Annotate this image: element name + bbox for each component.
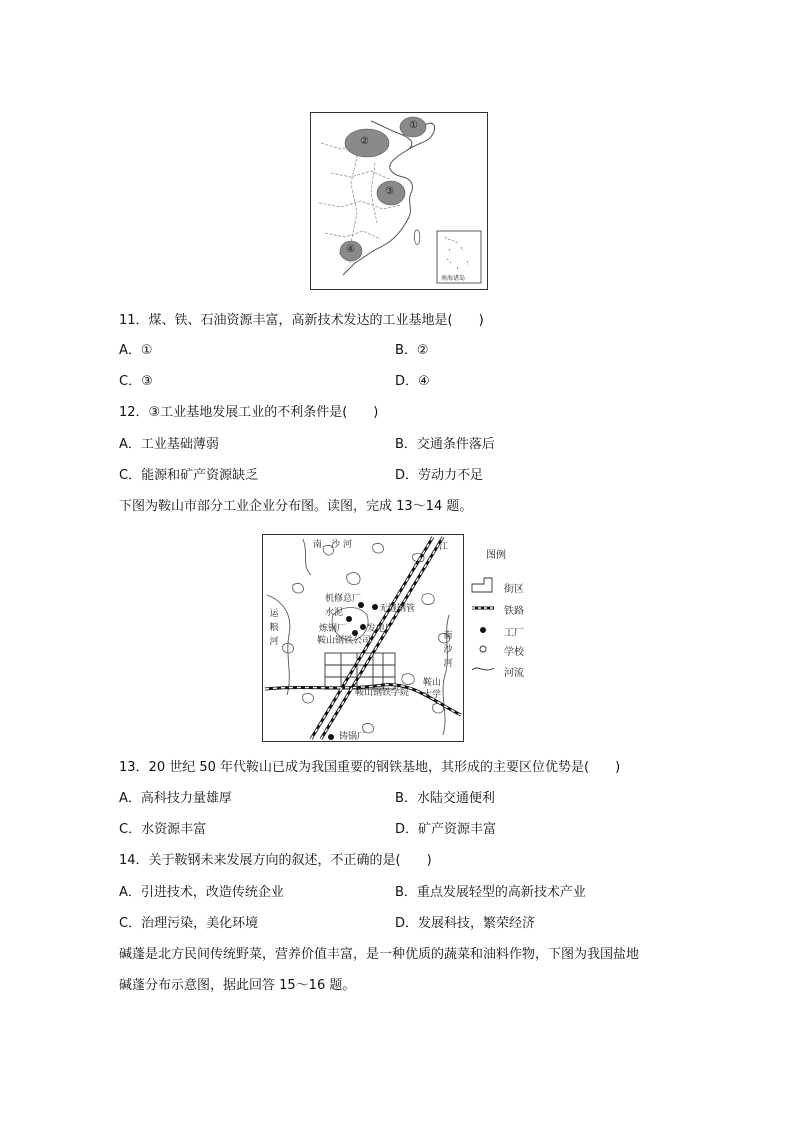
q14-option-b: B．重点发展轻型的高新技术产业: [395, 885, 586, 900]
q13-option-c: C．水资源丰富: [119, 822, 207, 837]
label-jixiuchang: 机修总厂: [325, 594, 362, 604]
industrial-base-map: [310, 112, 488, 290]
label-gangtie-xueyuan: 鞍山钢铁学院: [355, 688, 410, 698]
legend-railway: 铁路: [504, 606, 524, 617]
label-river-ne: 江: [439, 542, 449, 552]
q13-option-a: A．高科技力量雄厚: [119, 791, 232, 806]
q12-option-a: A．工业基础薄弱: [119, 437, 219, 452]
q14-option-a: A．引进技术，改造传统企业: [119, 885, 284, 900]
q12-option-d: D．劳动力不足: [395, 468, 484, 483]
label-fadianchang: 发电厂: [367, 624, 395, 634]
marker-4-label: ④: [346, 244, 355, 255]
anshan-industry-map: [262, 534, 464, 742]
label-wufeng-gangguan: 无缝钢管: [379, 604, 416, 614]
intro-15-16-line2: 碱蓬分布示意图，据此回答 15～16 题。: [119, 978, 356, 993]
factory-dot: [372, 604, 378, 610]
q14-option-c: C．治理污染，美化环境: [119, 916, 259, 931]
label-liangangchang: 炼钢厂: [319, 624, 347, 634]
factory-dot: [346, 616, 352, 622]
q11-stem: 11．煤、铁、石油资源丰富，高新技术发达的工业基地是( ): [119, 313, 484, 328]
q11-option-b: B．②: [395, 343, 429, 358]
label-yunlianghe: 运粮河: [269, 609, 279, 647]
legend-factory: 工厂: [504, 628, 524, 639]
legend-school: 学校: [504, 647, 524, 658]
q11-option-c: C．③: [119, 374, 153, 389]
intro-15-16-line1: 碱蓬是北方民间传统野菜，营养价值丰富，是一种优质的蔬菜和油料作物，下图为我国盐地: [119, 947, 640, 962]
intro-13-14: 下图为鞍山市部分工业企业分布图。读图，完成 13～14 题。: [119, 499, 473, 514]
q12-option-b: B．交通条件落后: [395, 437, 495, 452]
inset-label: 南海诸岛: [441, 275, 466, 282]
legend-street: 街区: [504, 584, 524, 595]
anshan-map-legend: [470, 546, 540, 686]
q11-option-a: A．①: [119, 343, 153, 358]
q12-option-c: C．能源和矿产资源缺乏: [119, 468, 259, 483]
marker-2-label: ②: [360, 136, 369, 147]
q14-option-d: D．发展科技，繁荣经济: [395, 916, 536, 931]
label-zhuguochang: 铸锅厂: [339, 732, 367, 742]
marker-1-label: ①: [409, 120, 418, 131]
q14-stem: 14．关于鞍钢未来发展方向的叙述，不正确的是( ): [119, 853, 432, 868]
q13-option-b: B．水陆交通便利: [395, 791, 495, 806]
industrial-base-map-drawing: [311, 113, 487, 289]
factory-dot: [328, 734, 334, 740]
label-shuini: 水泥: [325, 608, 344, 618]
marker-3-label: ③: [385, 186, 394, 197]
label-nanshahe-top: 南 沙 河: [313, 540, 352, 550]
label-nanshahe-right: 南沙河: [443, 631, 453, 669]
q12-stem: 12．③工业基地发展工业的不利条件是( ): [119, 405, 379, 420]
q13-option-d: D．矿产资源丰富: [395, 822, 497, 837]
legend-title: 图例: [486, 550, 506, 561]
q13-stem: 13．20 世纪 50 年代鞍山已成为我国重要的钢铁基地，其形成的主要区位优势是( ): [119, 760, 621, 775]
factory-dot: [360, 624, 366, 630]
label-angang: 鞍山钢铁公司: [317, 636, 372, 646]
q11-option-d: D．④: [395, 374, 430, 389]
legend-river: 河流: [504, 668, 524, 679]
label-anshan-daxue: 鞍山大学: [423, 678, 442, 700]
